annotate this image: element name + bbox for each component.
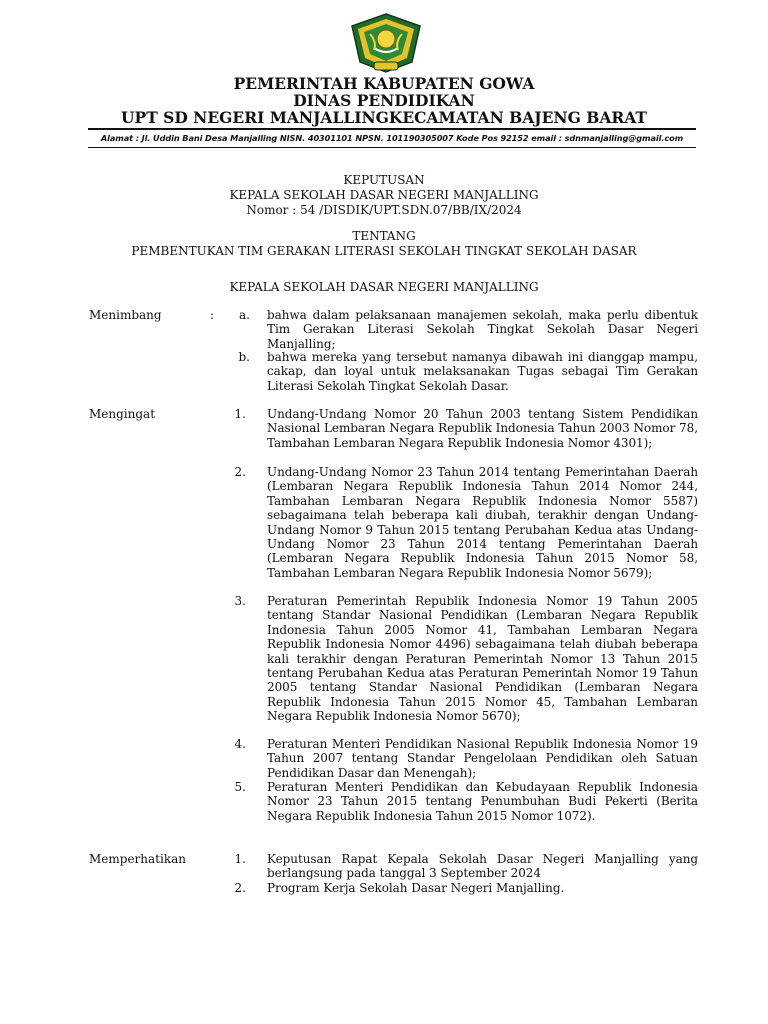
decree-number: Nomor : 54 /DISDIK/UPT.SDN.07/BB/IX/2024 [246,203,522,217]
about-heading: TENTANG [352,229,416,243]
school-name: UPT SD NEGERI MANJALLINGKECAMATAN BAJENG BARAT [121,108,647,127]
list-marker: 3. [234,594,246,608]
list-item: Undang-Undang Nomor 23 Tahun 2014 tentang Pemerintahan Daerah (Lembaran Negara Republik Indonesia Tahun 2014 Nomor 244, Tambahan Lembaran Negara Republik Indonesia Nomor 5587) sebagaimana telah beberapa kali diubah, terakhir dengan Undang-Undang Nomor 9 Tahun 2015 tentang Perubahan Kedua atas Undang-Undang Nomor 23 Tahun 2014 tentang Pemerintahan Daerah (Lembaran Negara Republik Indonesia Tahun 2015 Nomor 58, Tambahan Lembaran Negara Republik Indonesia Nomor 5679); [267,465,698,580]
letterhead-rule-thin [88,147,696,148]
government-name: PEMERINTAH KABUPATEN GOWA [233,74,535,93]
list-marker: 2. [234,465,246,479]
list-marker: a. [239,308,250,322]
list-item: Peraturan Pemerintah Republik Indonesia Nomor 19 Tahun 2005 tentang Standar Nasional Pendidikan (Lembaran Negara Republik Indonesia Tahun 2005 Nomor 41, Tambahan Lembaran Negara Republik Indonesia Nomor 4496) sebagaimana telah diubah beberapa kali terakhir dengan Peraturan Pemerintah Nomor 13 Tahun 2015 tentang Perubahan Kedua atas Peraturan Pemerintah Nomor 19 Tahun 2005 tentang Standar Nasional Pendidikan (Lembaran Negara Republik Indonesia Tahun 2015 Nomor 45, Tambahan Lembaran Negara Republik Indonesia Nomor 5670); [267,594,698,724]
section-label-menimbang: Menimbang [89,308,162,322]
list-item: Peraturan Menteri Pendidikan dan Kebudayaan Republik Indonesia Nomor 23 Tahun 2015 tentang Penumbuhan Budi Pekerti (Berita Negara Republik Indonesia Tahun 2015 Nomor 1072). [267,780,698,823]
school-address: Alamat : Jl. Uddin Bani Desa Manjalling NISN. 40301101 NPSN. 101190305007 Kode Pos 92152 email : sdnmanjalling@gmail.com [100,133,684,143]
section-label-mengingat: Mengingat [89,407,156,421]
list-marker: 1. [234,407,246,421]
agency-name: DINAS PENDIDIKAN [293,91,475,110]
section-colon: : [210,308,215,322]
list-item: Keputusan Rapat Kepala Sekolah Dasar Negeri Manjalling yang berlangsung pada tanggal 3 September 2024 [267,852,698,881]
list-marker: 1. [234,852,246,866]
decree-issuer-repeat: KEPALA SEKOLAH DASAR NEGERI MANJALLING [229,280,539,294]
list-marker: 4. [234,737,246,751]
gowa-regency-crest-icon [350,12,422,74]
list-item: Peraturan Menteri Pendidikan Nasional Republik Indonesia Nomor 19 Tahun 2007 tentang Standar Pengelolaan Pendidikan oleh Satuan Pendidikan Dasar dan Menengah); [267,737,698,780]
decree-heading: KEPUTUSAN [343,173,425,187]
list-item: bahwa mereka yang tersebut namanya dibawah ini dianggap mampu, cakap, dan loyal untuk melaksanakan Tugas sebagai Tim Gerakan Literasi Sekolah Tingkat Sekolah Dasar. [267,350,698,393]
list-marker: 2. [234,881,246,895]
list-marker: b. [238,350,250,364]
list-item: Undang-Undang Nomor 20 Tahun 2003 tentang Sistem Pendidikan Nasional Lembaran Negara Republik Indonesia Tahun 2003 Nomor 78, Tambahan Lembaran Negara Republik Indonesia Nomor 4301); [267,407,698,450]
letterhead-rule-thick [88,128,696,130]
decree-issuer: KEPALA SEKOLAH DASAR NEGERI MANJALLING [229,188,539,202]
decree-subject: PEMBENTUKAN TIM GERAKAN LITERASI SEKOLAH TINGKAT SEKOLAH DASAR [131,244,637,258]
list-item: Program Kerja Sekolah Dasar Negeri Manjalling. [267,881,565,895]
list-marker: 5. [234,780,246,794]
section-label-memperhatikan: Memperhatikan [89,852,186,866]
list-item: bahwa dalam pelaksanaan manajemen sekolah, maka perlu dibentuk Tim Gerakan Literasi Sekolah Tingkat Sekolah Dasar Negeri Manjalling; [267,308,698,351]
